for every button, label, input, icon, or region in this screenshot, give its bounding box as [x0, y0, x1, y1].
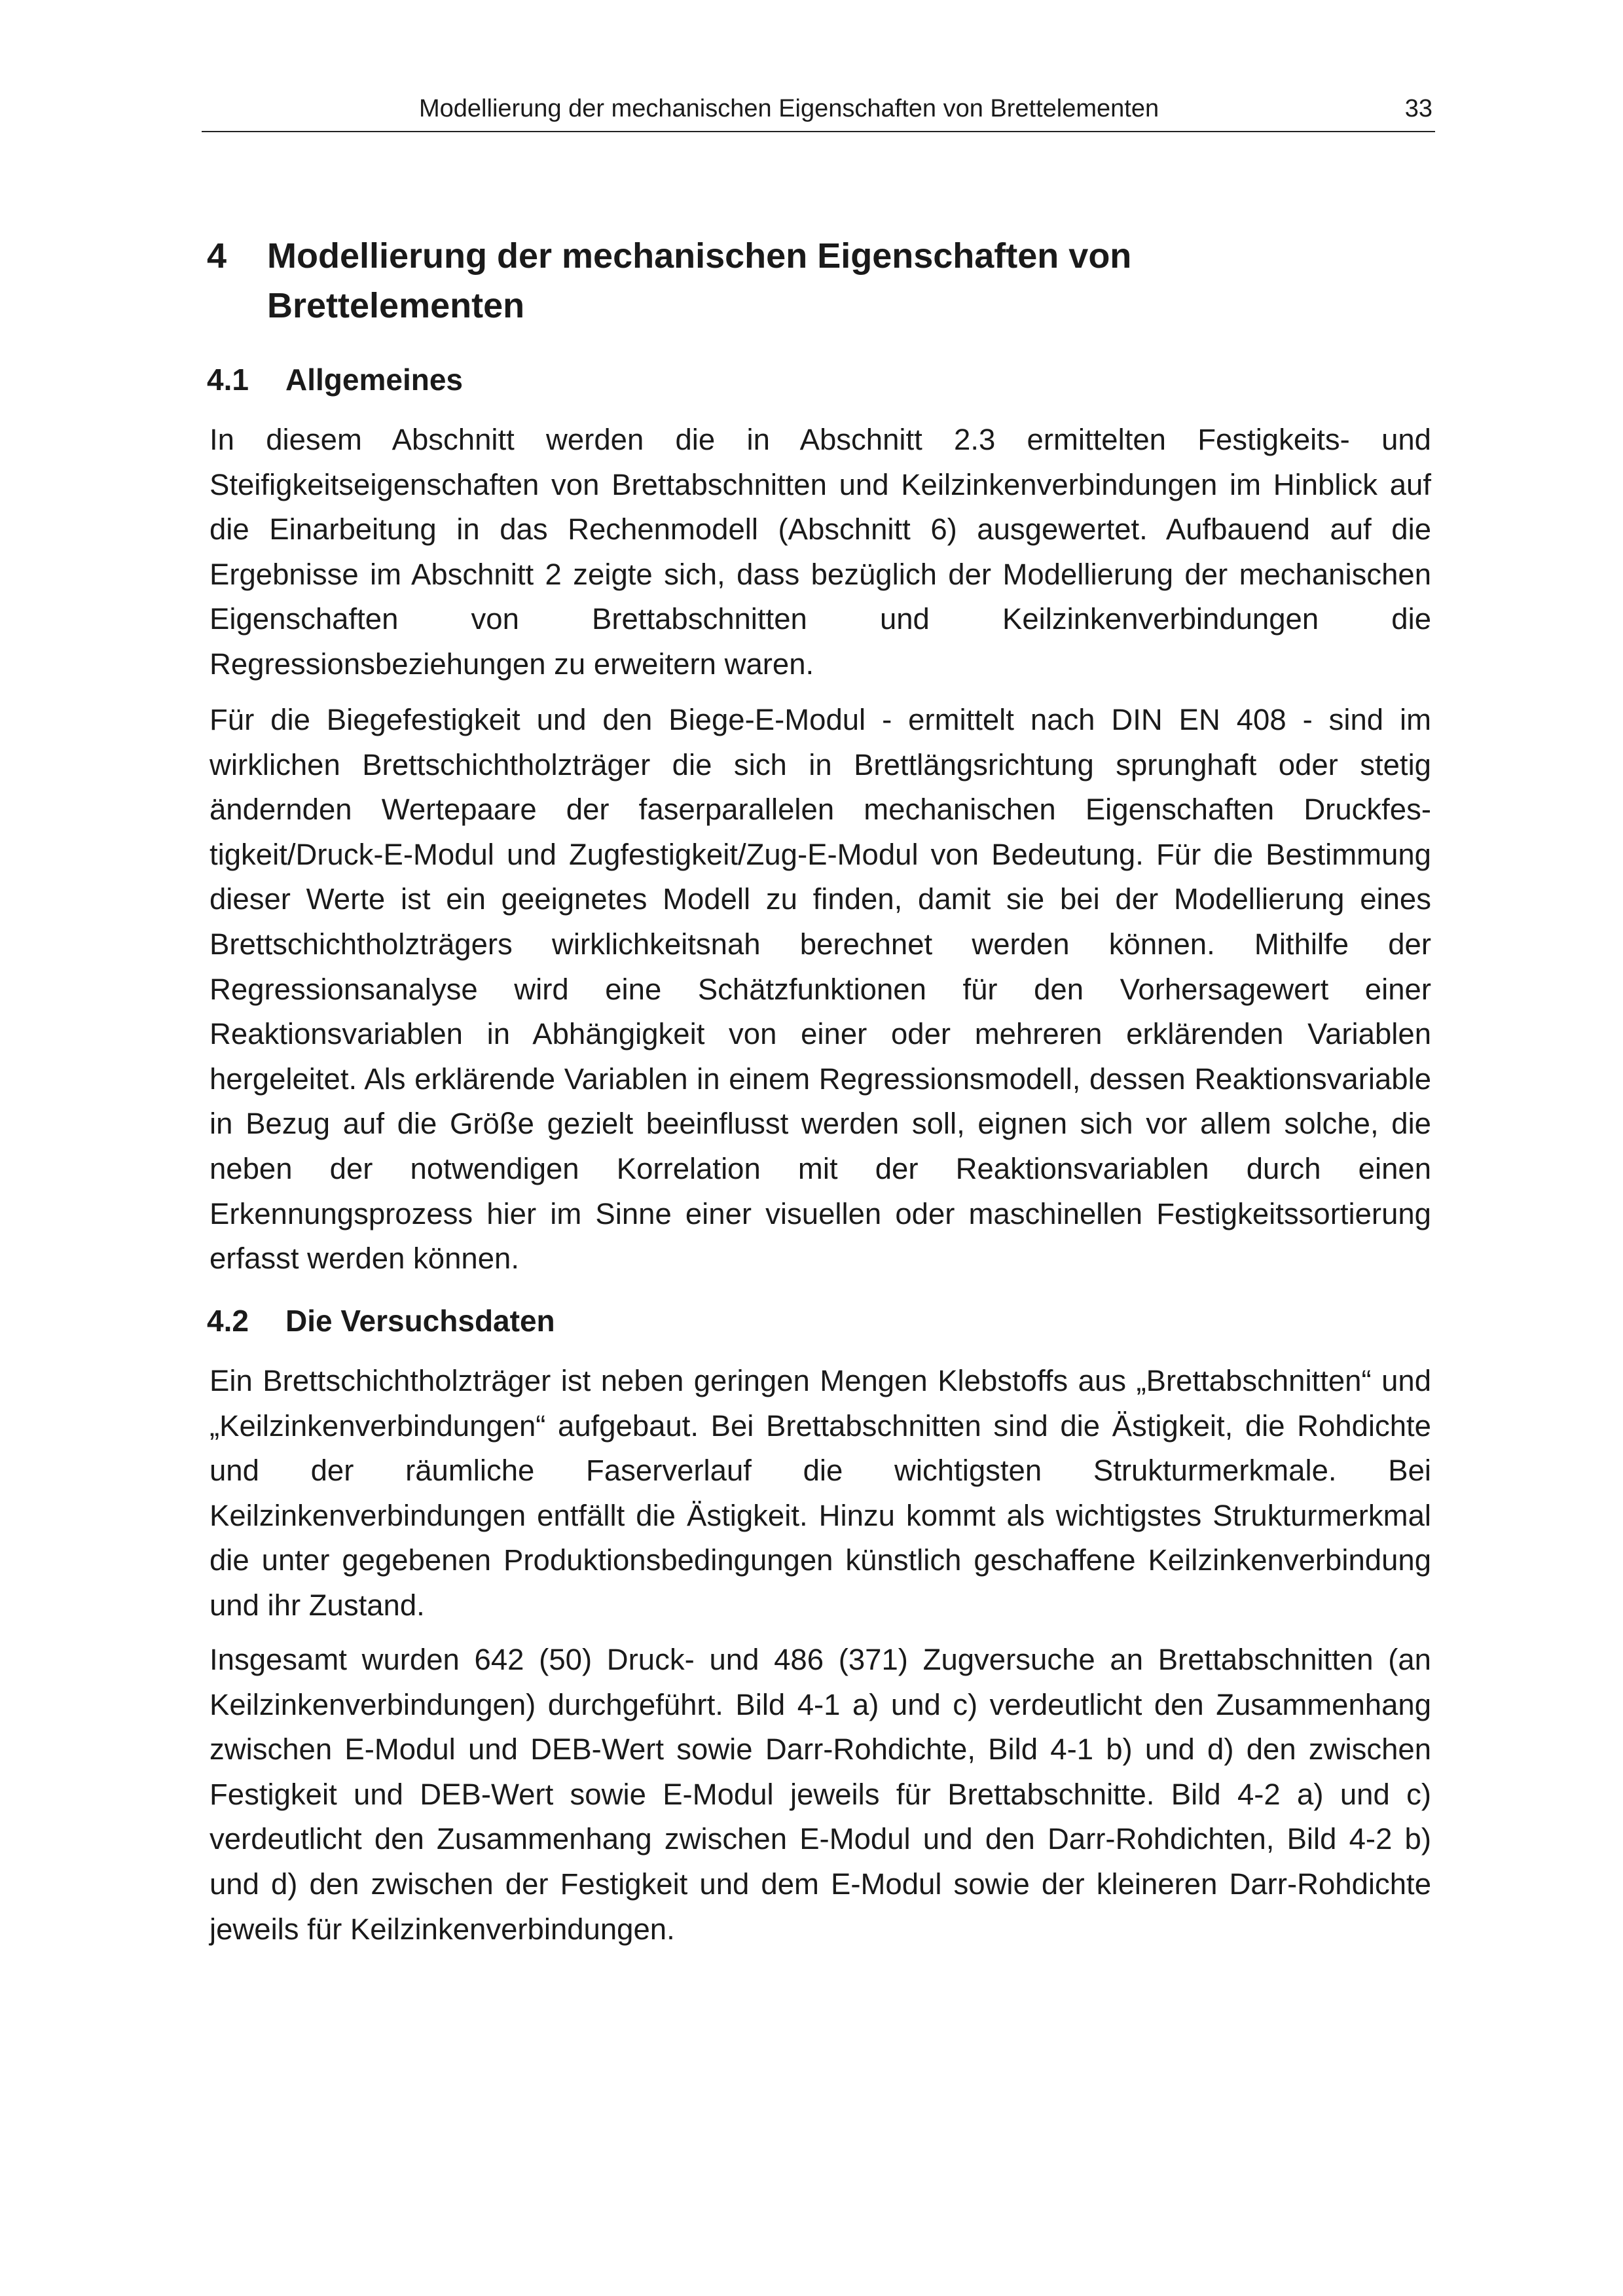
paragraph: Insgesamt wurden 642 (50) Druck- und 486 (371) Zugversuche an Brettabschnitten (an Keilzinkenverbindungen) durchgeführt. Bild 4-1 a) und c) verdeutlicht den Zusammenhang zwischen E-Modul und DEB-Wert sowie Darr-Rohdichte, Bild 4-1 b) und d) den zwischen Festigkeit und DEB-Wert sowie E-Modul jeweils für Brettabschnitte. Bild 4-2 a) und c) verdeutlicht den Zusammenhang zwischen E-Modul und den Darr-Rohdichten, Bild 4-2 b) und d) den zwischen der Festigkeit und dem E-Modul sowie der kleineren Darr-Rohdichte jeweils für Keilzinkenverbindungen. — [210, 1643, 1431, 1946]
paragraph: Ein Brettschichtholzträger ist neben geringen Mengen Klebstoffs aus „Brettabschnitten“ und „Keilzinkenverbindungen“ aufgebaut. Bei Brettabschnitten sind die Ästigkeit, die Rohdichte und der räumliche Faserverlauf die wichtigsten Strukturmerkmale. Bei Keilzinkenverbindungen entfällt die Ästigkeit. Hinzu kommt als wichtigstes Strukturmerkmal die unter gegebenen Produktionsbedingungen künstlich geschaffene Keilzinkenverbindung und ihr Zustand. — [210, 1364, 1431, 1622]
running-header — [202, 92, 1435, 132]
chapter-title: Modellierung der mechanischen Eigenschaften von Brettelementen — [267, 236, 1132, 325]
section-number: 4.1 — [207, 363, 249, 397]
page-number: 33 — [1404, 95, 1432, 122]
paragraph: In diesem Abschnitt werden die in Abschnitt 2.3 ermittelten Festigkeits- und Steifigkeitseigenschaften von Brettabschnitten und Keilzinkenverbindungen im Hinblick auf die Einarbeitung in das Rechenmodell (Abschnitt 6) ausgewertet. Aufbauend auf die Ergebnisse im Abschnitt 2 zeigte sich, dass bezüglich der Modellierung der mechanischen Eigenschaften von Brettabschnitten und Keilzinkenverbindungen die Regressionsbeziehungen zu erweitern waren. — [210, 423, 1431, 681]
section-title: Allgemeines — [285, 363, 463, 397]
chapter-number: 4 — [207, 236, 227, 276]
running-header-title: Modellierung der mechanischen Eigenschaften von Brettelementen — [419, 95, 1159, 122]
section-title: Die Versuchsdaten — [285, 1304, 555, 1338]
paragraph: Für die Biegefestigkeit und den Biege-E-Modul - ermittelt nach DIN EN 408 - sind im wirklichen Brettschichtholzträger die sich in Brettlängsrichtung sprunghaft oder stetig ändernden Wertepaare der faserparallelen mechanischen Eigenschaften Druckfestigkeit/Druck-E-Modul und Zugfestigkeit/Zug-E-Modul von Bedeutung. Für die Bestimmung dieser Werte ist ein geeignetes Modell zu finden, damit sie bei der Modellierung eines Brettschichtholzträgers wirklichkeitsnah berechnet werden können. Mithilfe der Regressionsanalyse wird eine Schätzfunktionen für den Vorhersagewert einer Reaktionsvariablen in Abhängigkeit von einer oder mehreren erklärenden Variablen hergeleitet. Als erklärende Variablen in einem Regressionsmodell, dessen Reaktionsvariable in Bezug auf die Größe gezielt beeinflusst werden soll, eignen sich vor allem solche, die neben der notwendigen Korrelation mit der Reaktionsvariablen durch einen Erkennungsprozess hier im Sinne einer visuellen oder maschinellen Festigkeitssortierung erfasst werden können. — [210, 703, 1431, 1276]
section-number: 4.2 — [207, 1304, 249, 1338]
